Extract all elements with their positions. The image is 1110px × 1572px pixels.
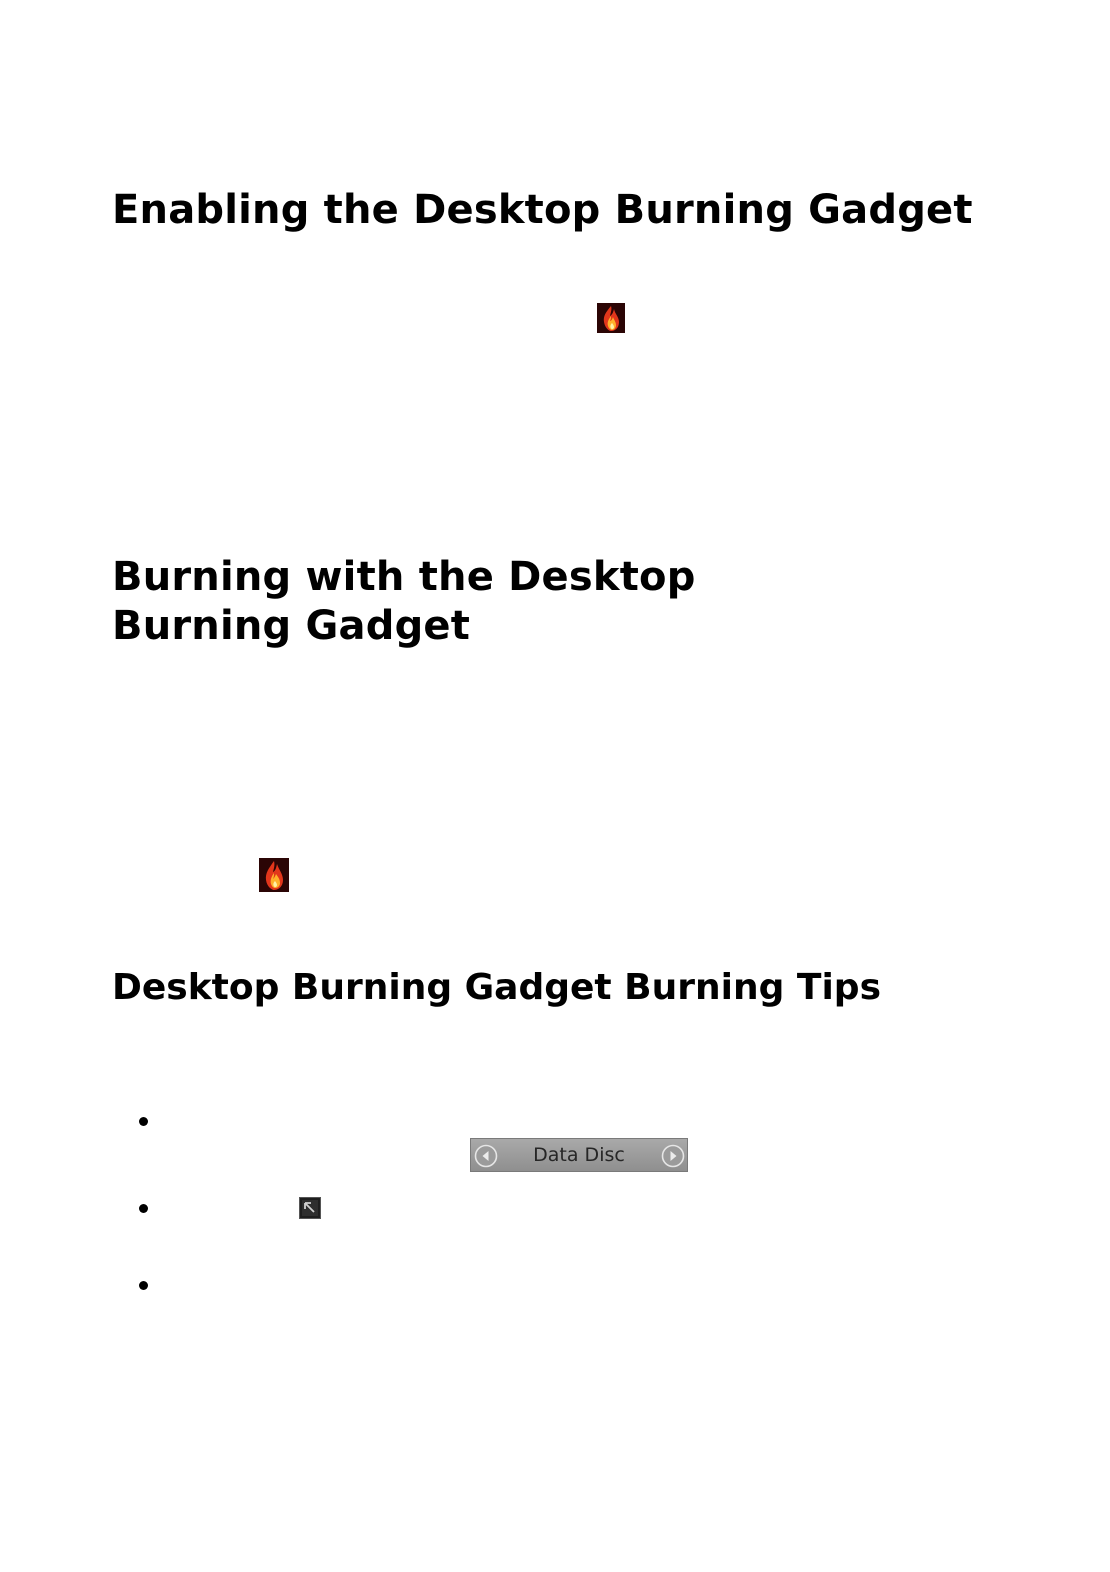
- disc-type-label: Data Disc: [533, 1144, 625, 1166]
- heading-enabling-desktop-burning-gadget: Enabling the Desktop Burning Gadget: [112, 187, 973, 233]
- list-bullet: [139, 1117, 148, 1126]
- list-bullet: [139, 1204, 148, 1213]
- disc-type-selector[interactable]: [470, 1138, 688, 1172]
- heading-burning-with-text: Burning with the Desktop Burning Gadget: [112, 554, 696, 649]
- flame-icon: [259, 858, 289, 892]
- resize-icon: [299, 1197, 321, 1219]
- heading-burning-with-desktop-burning-gadget: [112, 553, 872, 651]
- heading-burning-tips: Desktop Burning Gadget Burning Tips: [112, 967, 881, 1008]
- list-bullet: [139, 1281, 148, 1290]
- flame-icon: [597, 303, 625, 333]
- arrow-right-icon[interactable]: [661, 1144, 685, 1168]
